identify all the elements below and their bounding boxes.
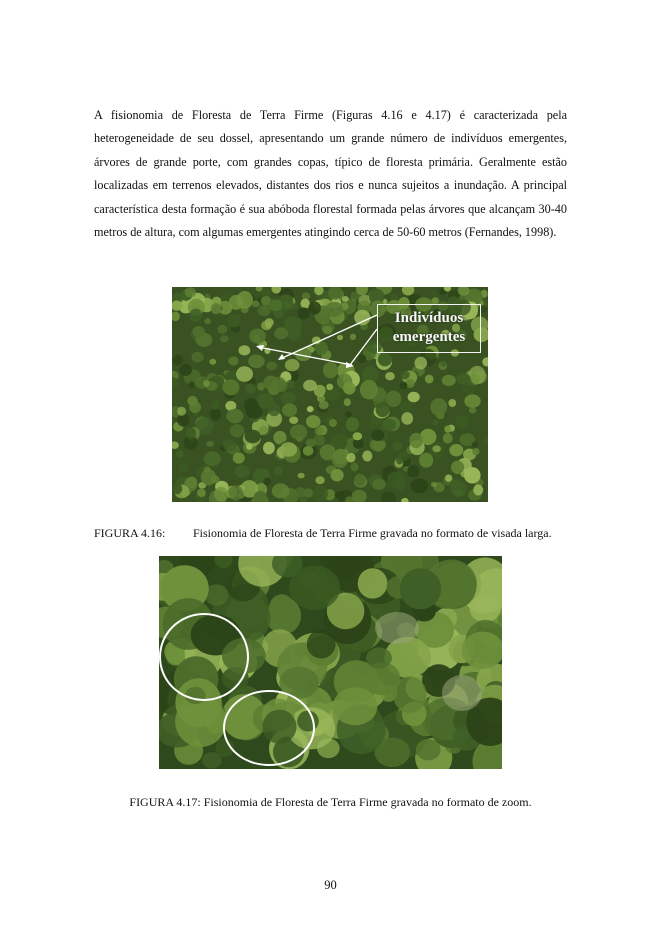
- label-line-2: emergentes: [392, 329, 466, 345]
- figure-4-16-caption: [94, 526, 567, 540]
- canopy-zoom-view: [159, 556, 502, 769]
- label-line-1: Indivíduos: [394, 310, 464, 326]
- emergent-individuals-label: [377, 304, 481, 353]
- caption-label: FIGURA 4.16:: [94, 526, 166, 540]
- tree-crowns: [159, 556, 502, 769]
- figure-4-16-aerial-canopy-image: [172, 287, 488, 502]
- body-paragraph: A fisionomia de Floresta de Terra Firme (Figuras 4.16 e 4.17) é caracterizada pela heterogeneidade de seu dossel, apresentando um grande número de indivíduos emergentes, árvores de grande porte, com grandes copas, típico de floresta primária. Geralmente estão localizadas em terrenos elevados, distantes dos rios e nunca sujeitos a inundação. A principal característica desta formação é sua abóboda florestal formada pelas árvores que alcançam 30-40 metros de altura, com algumas emergentes atingindo cerca de 50-60 metros (Fernandes, 1998).: [94, 108, 567, 240]
- figure-4-17-zoom-canopy-image: [159, 556, 502, 769]
- page-number: 90: [324, 878, 337, 892]
- caption-text: Fisionomia de Floresta de Terra Firme gravada no formato de visada larga.: [193, 526, 552, 540]
- figure-4-17-caption: FIGURA 4.17: Fisionomia de Floresta de Terra Firme gravada no formato de zoom.: [129, 795, 532, 809]
